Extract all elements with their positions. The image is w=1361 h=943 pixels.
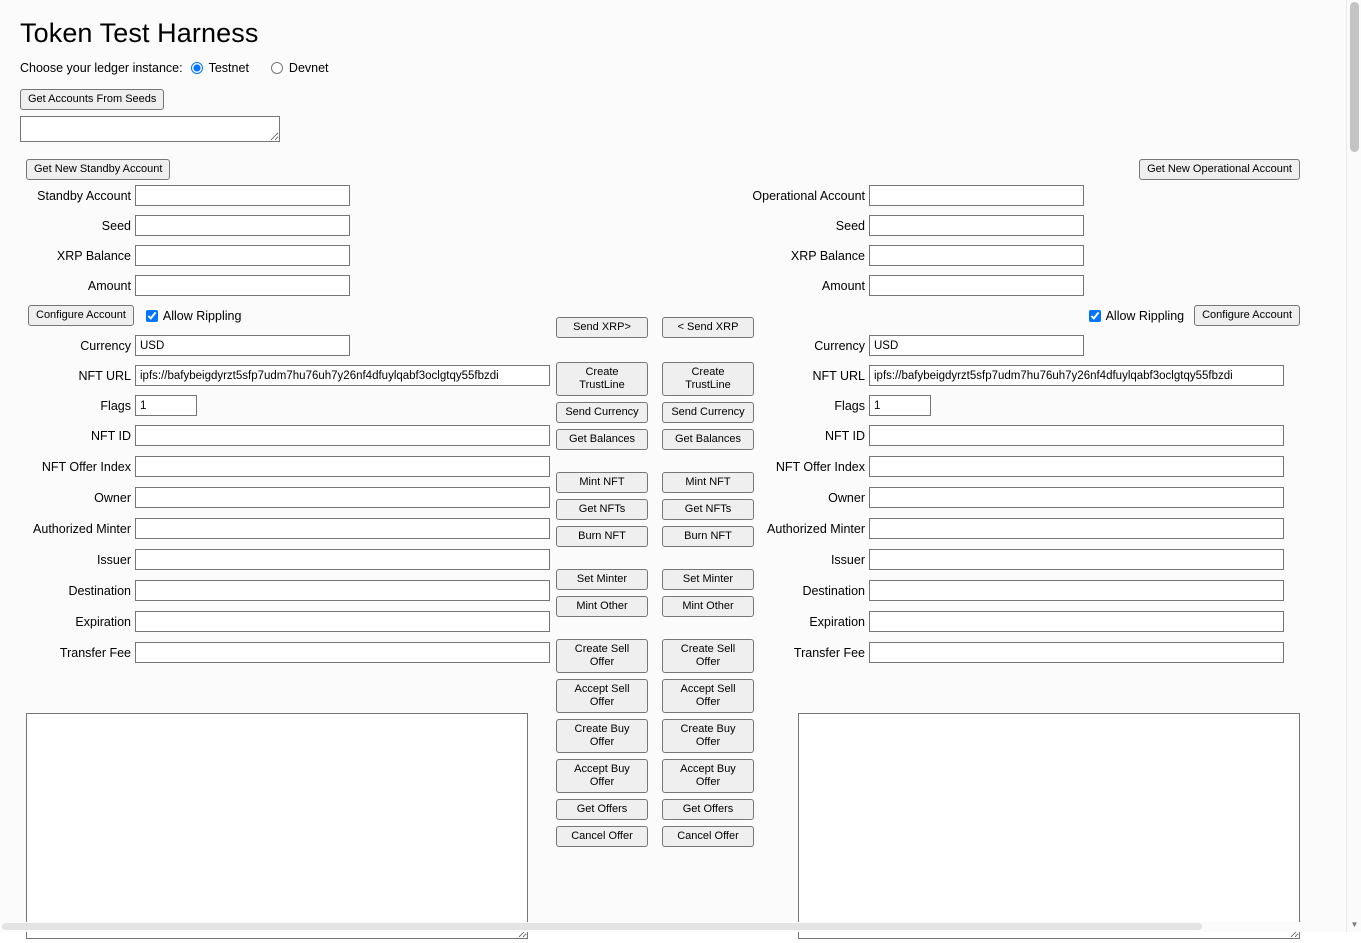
operational-nft-offer-index-label: NFT Offer Index xyxy=(775,459,865,474)
standby-expiration-input[interactable] xyxy=(135,611,550,632)
operational-flags-row xyxy=(744,395,1300,416)
standby-authorized-minter-row xyxy=(0,518,556,539)
standby-issuer-input[interactable] xyxy=(135,549,550,570)
operational-transfer-fee-label: Transfer Fee xyxy=(793,645,865,660)
standby-create-sell-offer-button[interactable]: Create Sell Offer xyxy=(556,639,648,673)
radio-devnet-label: Devnet xyxy=(288,61,329,75)
operational-get-nfts-button[interactable]: Get NFTs xyxy=(662,499,754,520)
operational-currency-row xyxy=(744,335,1300,356)
operational-destination-row xyxy=(744,580,1300,601)
seeds-textarea[interactable] xyxy=(20,116,280,142)
standby-cancel-offer-button[interactable]: Cancel Offer xyxy=(556,826,648,847)
send-xrp-to-operational-button[interactable]: Send XRP> xyxy=(556,317,648,338)
operational-destination-label: Destination xyxy=(802,583,865,598)
account-buttons-row xyxy=(0,159,1346,185)
standby-flags-input[interactable] xyxy=(135,395,197,416)
standby-create-buy-offer-button[interactable]: Create Buy Offer xyxy=(556,719,648,753)
horizontal-scrollbar[interactable] xyxy=(0,922,1346,932)
standby-mint-nft-button[interactable]: Mint NFT xyxy=(556,472,648,493)
operational-nft-url-input[interactable] xyxy=(869,365,1284,386)
standby-flags-label: Flags xyxy=(100,398,131,413)
standby-account-row xyxy=(0,185,556,206)
get-new-operational-account-wrap xyxy=(1139,159,1300,180)
standby-currency-row xyxy=(0,335,556,356)
standby-currency-input[interactable] xyxy=(135,335,350,356)
standby-amount-label: Amount xyxy=(87,278,131,293)
operational-expiration-label: Expiration xyxy=(809,614,865,629)
vertical-scrollbar[interactable] xyxy=(1346,0,1361,932)
results-row xyxy=(0,713,1346,943)
operational-configure-account-button[interactable]: Configure Account xyxy=(1194,305,1300,326)
accept-sell-offer-row xyxy=(556,679,791,713)
operational-get-offers-button[interactable]: Get Offers xyxy=(662,799,754,820)
operational-cancel-offer-button[interactable]: Cancel Offer xyxy=(662,826,754,847)
radio-devnet[interactable] xyxy=(271,61,329,75)
standby-owner-row xyxy=(0,487,556,508)
standby-currency-label: Currency xyxy=(80,338,131,353)
vertical-scrollbar-thumb[interactable] xyxy=(1350,2,1359,152)
standby-allow-rippling-checkbox[interactable] xyxy=(146,310,158,322)
operational-currency-input[interactable] xyxy=(869,335,1084,356)
operational-xrp-balance-row xyxy=(744,245,1300,266)
standby-nft-url-row xyxy=(0,365,556,386)
operational-authorized-minter-label: Authorized Minter xyxy=(767,521,865,536)
operational-expiration-input[interactable] xyxy=(869,611,1284,632)
standby-authorized-minter-label: Authorized Minter xyxy=(33,521,131,536)
standby-account-label: Standby Account xyxy=(37,188,131,203)
standby-set-minter-button[interactable]: Set Minter xyxy=(556,569,648,590)
operational-issuer-row xyxy=(744,549,1300,570)
radio-devnet-input[interactable] xyxy=(271,62,283,74)
standby-xrp-balance-label: XRP Balance xyxy=(56,248,131,263)
operational-owner-row xyxy=(744,487,1300,508)
operational-allow-rippling-label: Allow Rippling xyxy=(1105,308,1185,323)
standby-mint-other-button[interactable]: Mint Other xyxy=(556,596,648,617)
operational-expiration-row xyxy=(744,611,1300,632)
operational-destination-input[interactable] xyxy=(869,580,1284,601)
standby-seed-input[interactable] xyxy=(135,215,350,236)
page-title: Token Test Harness xyxy=(20,18,259,48)
get-new-standby-account-button[interactable]: Get New Standby Account xyxy=(26,159,170,180)
standby-nft-id-label: NFT ID xyxy=(90,428,131,443)
operational-account-label: Operational Account xyxy=(752,188,865,203)
operational-xrp-balance-label: XRP Balance xyxy=(790,248,865,263)
standby-expiration-label: Expiration xyxy=(75,614,131,629)
get-new-standby-account-wrap xyxy=(26,159,170,180)
operational-seed-row xyxy=(744,215,1300,236)
operational-mint-other-button[interactable]: Mint Other xyxy=(662,596,754,617)
ledger-instance-row xyxy=(0,49,1346,75)
standby-nft-id-input[interactable] xyxy=(135,425,550,446)
operational-nft-id-input[interactable] xyxy=(869,425,1284,446)
operational-set-minter-button[interactable]: Set Minter xyxy=(662,569,754,590)
standby-destination-input[interactable] xyxy=(135,580,550,601)
standby-xrp-balance-input[interactable] xyxy=(135,245,350,266)
operational-account-input[interactable] xyxy=(869,185,1084,206)
standby-seed-label: Seed xyxy=(101,218,131,233)
operational-issuer-input[interactable] xyxy=(869,549,1284,570)
standby-seed-row xyxy=(0,215,556,236)
operational-owner-label: Owner xyxy=(828,490,865,505)
operational-column xyxy=(744,185,1300,673)
ledger-prompt-label: Choose your ledger instance: xyxy=(20,61,183,75)
operational-burn-nft-button[interactable]: Burn NFT xyxy=(662,526,754,547)
standby-results-textarea[interactable] xyxy=(26,713,528,939)
standby-issuer-row xyxy=(0,549,556,570)
standby-allow-rippling-label: Allow Rippling xyxy=(162,308,242,323)
standby-configure-account-button[interactable]: Configure Account xyxy=(28,305,134,326)
operational-nft-url-row xyxy=(744,365,1300,386)
standby-get-nfts-button[interactable]: Get NFTs xyxy=(556,499,648,520)
standby-nft-url-input[interactable] xyxy=(135,365,550,386)
operational-account-row xyxy=(744,185,1300,206)
scroll-down-arrow-icon[interactable]: ▼ xyxy=(1350,920,1359,929)
standby-expiration-row xyxy=(0,611,556,632)
operational-seed-input[interactable] xyxy=(869,215,1084,236)
get-accounts-from-seeds-button[interactable]: Get Accounts From Seeds xyxy=(20,89,164,110)
standby-burn-nft-button[interactable]: Burn NFT xyxy=(556,526,648,547)
operational-seed-label: Seed xyxy=(835,218,865,233)
standby-amount-input[interactable] xyxy=(135,275,350,296)
send-xrp-to-standby-button[interactable]: < Send XRP xyxy=(662,317,754,338)
standby-get-offers-button[interactable]: Get Offers xyxy=(556,799,648,820)
get-new-operational-account-button[interactable]: Get New Operational Account xyxy=(1139,159,1300,180)
operational-nft-url-label: NFT URL xyxy=(812,368,865,383)
standby-nft-url-label: NFT URL xyxy=(78,368,131,383)
operational-create-buy-offer-button[interactable]: Create Buy Offer xyxy=(662,719,754,753)
operational-nft-offer-index-input[interactable] xyxy=(869,456,1284,477)
operational-flags-input[interactable] xyxy=(869,395,931,416)
standby-owner-label: Owner xyxy=(94,490,131,505)
standby-flags-row xyxy=(0,395,556,416)
standby-transfer-fee-input[interactable] xyxy=(135,642,550,663)
standby-nft-offer-index-label: NFT Offer Index xyxy=(41,459,131,474)
operational-results-textarea[interactable] xyxy=(798,713,1300,939)
standby-transfer-fee-label: Transfer Fee xyxy=(59,645,131,660)
standby-issuer-label: Issuer xyxy=(96,552,131,567)
standby-nft-offer-index-input[interactable] xyxy=(135,456,550,477)
standby-allow-rippling-row xyxy=(0,305,556,326)
operational-send-currency-button[interactable]: Send Currency xyxy=(662,402,754,423)
main-columns xyxy=(0,185,1346,842)
operational-accept-sell-offer-button[interactable]: Accept Sell Offer xyxy=(662,679,754,713)
operational-amount-input[interactable] xyxy=(869,275,1084,296)
seeds-textarea-wrap xyxy=(0,110,1346,145)
operational-allow-rippling-checkbox[interactable] xyxy=(1089,310,1101,322)
standby-column xyxy=(0,185,556,673)
standby-amount-row xyxy=(0,275,556,296)
operational-create-sell-offer-button[interactable]: Create Sell Offer xyxy=(662,639,754,673)
get-accounts-from-seeds-wrap xyxy=(0,75,1346,110)
standby-accept-buy-offer-button[interactable]: Accept Buy Offer xyxy=(556,759,648,793)
operational-owner-input[interactable] xyxy=(869,487,1284,508)
standby-destination-row xyxy=(0,580,556,601)
standby-xrp-balance-row xyxy=(0,245,556,266)
radio-testnet-label: Testnet xyxy=(208,61,249,75)
standby-account-input[interactable] xyxy=(135,185,350,206)
operational-create-trustline-button[interactable]: Create TrustLine xyxy=(662,362,754,396)
operational-flags-label: Flags xyxy=(834,398,865,413)
operational-transfer-fee-row xyxy=(744,642,1300,663)
radio-testnet[interactable] xyxy=(191,61,249,75)
operational-issuer-label: Issuer xyxy=(830,552,865,567)
standby-nft-offer-index-row xyxy=(0,456,556,477)
operational-authorized-minter-input[interactable] xyxy=(869,518,1284,539)
operational-nft-offer-index-row xyxy=(744,456,1300,477)
standby-destination-label: Destination xyxy=(68,583,131,598)
operational-nft-id-label: NFT ID xyxy=(824,428,865,443)
standby-nft-id-row xyxy=(0,425,556,446)
standby-transfer-fee-row xyxy=(0,642,556,663)
operational-get-balances-button[interactable]: Get Balances xyxy=(662,429,754,450)
operational-authorized-minter-row xyxy=(744,518,1300,539)
standby-accept-sell-offer-button[interactable]: Accept Sell Offer xyxy=(556,679,648,713)
operational-nft-id-row xyxy=(744,425,1300,446)
operational-mint-nft-button[interactable]: Mint NFT xyxy=(662,472,754,493)
operational-allow-rippling-row xyxy=(744,305,1300,326)
operational-amount-label: Amount xyxy=(821,278,865,293)
standby-get-balances-button[interactable]: Get Balances xyxy=(556,429,648,450)
standby-send-currency-button[interactable]: Send Currency xyxy=(556,402,648,423)
standby-create-trustline-button[interactable]: Create TrustLine xyxy=(556,362,648,396)
horizontal-scrollbar-thumb[interactable] xyxy=(2,923,1202,930)
operational-xrp-balance-input[interactable] xyxy=(869,245,1084,266)
operational-currency-label: Currency xyxy=(814,338,865,353)
radio-testnet-input[interactable] xyxy=(191,62,203,74)
operational-transfer-fee-input[interactable] xyxy=(869,642,1284,663)
operational-accept-buy-offer-button[interactable]: Accept Buy Offer xyxy=(662,759,754,793)
standby-owner-input[interactable] xyxy=(135,487,550,508)
standby-authorized-minter-input[interactable] xyxy=(135,518,550,539)
operational-amount-row xyxy=(744,275,1300,296)
